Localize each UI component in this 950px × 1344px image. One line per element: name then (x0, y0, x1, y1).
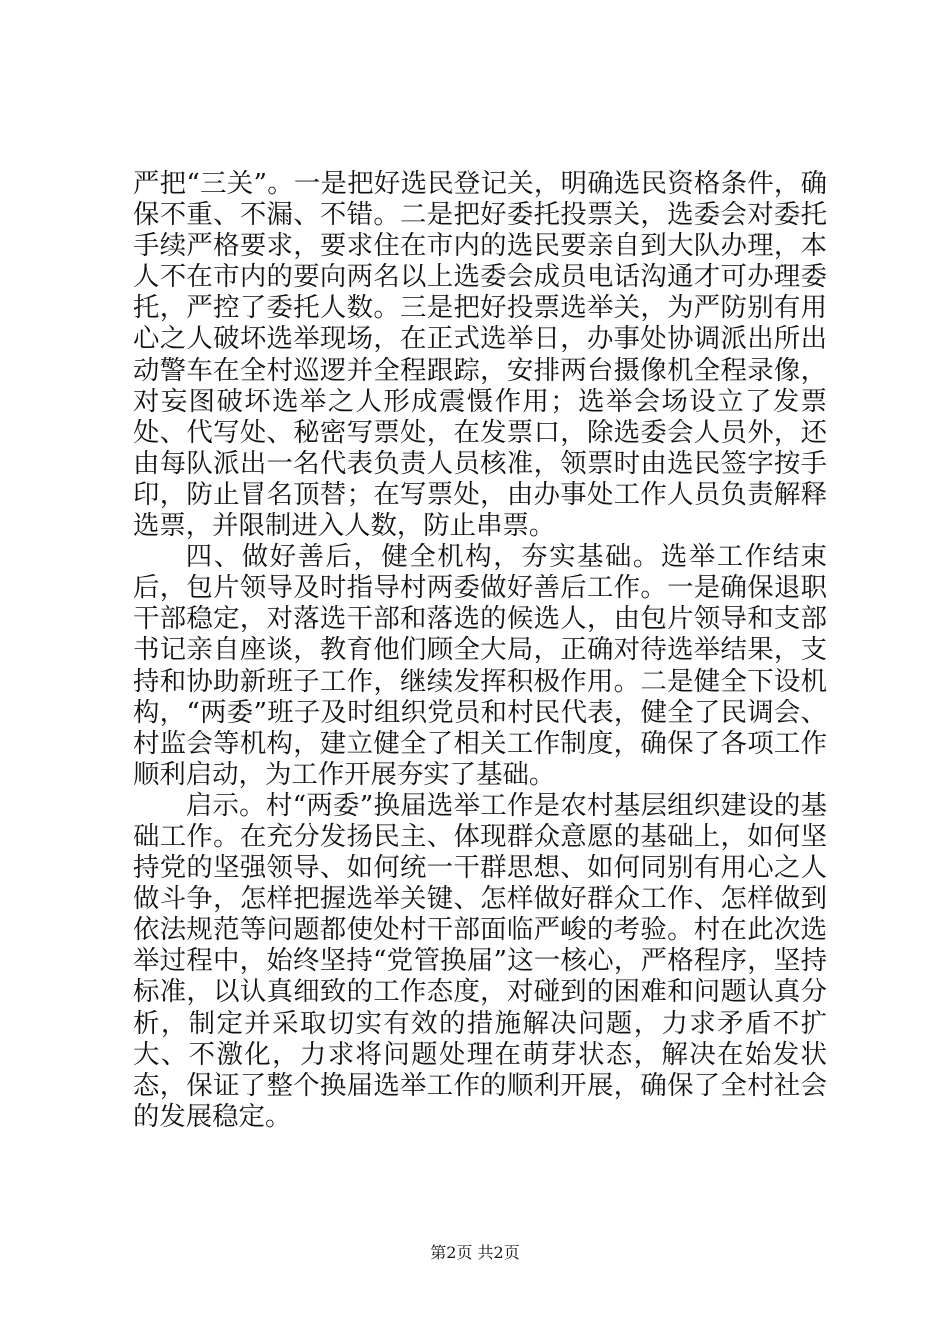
paragraph-aftermath: 四、做好善后，健全机构，夯实基础。选举工作结束后，包片领导及时指导村两委做好善后工作。一是确保退职干部稳定，对落选干部和落选的候选人，由包片领导和支部书记亲自座谈，教育他们顾全大局，正确对待选举结果，支持和协助新班子工作，继续发挥积极作用。二是健全下设机构，“两委”班子及时组织党员和村民代表，健全了民调会、村监会等机构，建立健全了相关工作制度，确保了各项工作顺利启动，为工作开展夯实了基础。 (133, 541, 827, 790)
paragraph-inspiration: 启示。村“两委”换届选举工作是农村基层组织建设的基础工作。在充分发扬民主、体现群众意愿的基础上，如何坚持党的坚强领导、如何统一干群思想、如何同别有用心之人做斗争，怎样把握选举关键、怎样做好群众工作、怎样做到依法规范等问题都使处村干部面临严峻的考验。村在此次选举过程中，始终坚持“党管换届”这一核心，严格程序，坚持标准，以认真细致的工作态度，对碰到的困难和问题认真分析，制定并采取切实有效的措施解决问题，力求矛盾不扩大、不激化，力求将问题处理在萌芽状态，解决在始发状态，保证了整个换届选举工作的顺利开展，确保了全村社会的发展稳定。 (133, 789, 827, 1132)
document-body (133, 168, 827, 1132)
page-number-footer: 第2页 共2页 (430, 1243, 520, 1262)
paragraph-three-checks: 严把“三关”。一是把好选民登记关，明确选民资格条件，确保不重、不漏、不错。二是把好委托投票关，选委会对委托手续严格要求，要求住在市内的选民要亲自到大队办理，本人不在市内的要向两名以上选委会成员电话沟通才可办理委托，严控了委托人数。三是把好投票选举关，为严防别有用心之人破坏选举现场，在正式选举日，办事处协调派出所出动警车在全村巡逻并全程跟踪，安排两台摄像机全程录像，对妄图破坏选举之人形成震慑作用；选举会场设立了发票处、代写处、秘密写票处，在发票口，除选委会人员外，还由每队派出一名代表负责人员核准，领票时由选民签字按手印，防止冒名顶替；在写票处，由办事处工作人员负责解释选票，并限制进入人数，防止串票。 (133, 168, 827, 542)
